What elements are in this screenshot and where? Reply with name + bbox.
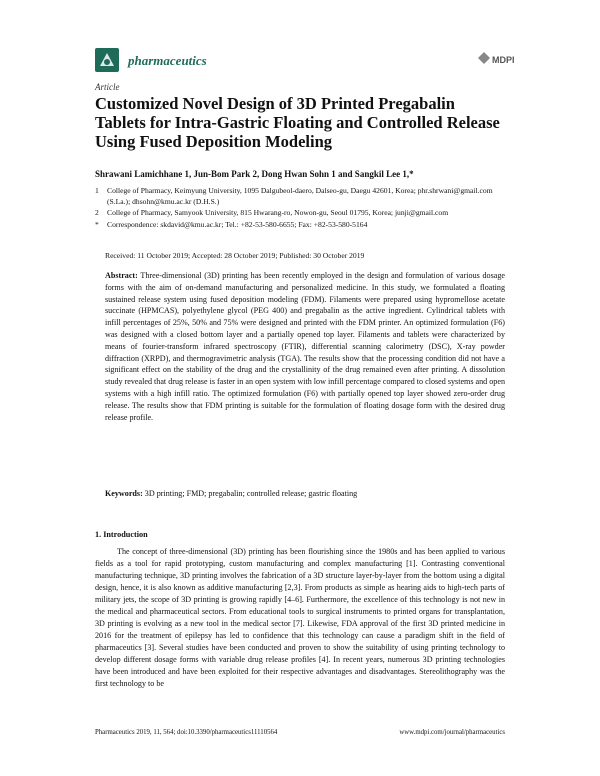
- author-list: Shrawani Lamichhane 1, Jun-Bom Park 2, Dong Hwan Sohn 1 and Sangkil Lee 1,*: [95, 169, 414, 179]
- article-title: Customized Novel Design of 3D Printed Pregabalin Tablets for Intra-Gastric Floating and Controlled Release Using Fused Deposition Modeling: [95, 94, 500, 151]
- affiliation-2: [95, 207, 505, 218]
- affiliation-text: College of Pharmacy, Samyook University, 815 Hwarang-ro, Nowon-gu, Seoul 01795, Korea; junji@gmail.com: [107, 208, 449, 218]
- publication-dates: Received: 11 October 2019; Accepted: 28 October 2019; Published: 30 October 2019: [105, 251, 365, 260]
- publisher-name: MDPI: [492, 55, 515, 65]
- keywords: [105, 489, 505, 498]
- abstract-label: Abstract:: [105, 271, 138, 280]
- keywords-label: Keywords:: [105, 489, 143, 498]
- journal-logo-icon: [95, 48, 119, 72]
- affiliation-marker: 1: [95, 186, 99, 195]
- introduction-text: The concept of three-dimensional (3D) printing has been flourishing since the 1980s and has been applied to various fields as a tool for rapid prototyping, custom manufacturing and complex manufacturing [1]. Contrasting conventional manufacturing technique, 3D printing involves the fabrication of a 3D structure layer-by-layer from the bottom using a digital design, hence, it is also known as additive manufacturing [2,3]. From products as simple as hearing aids to high-tech parts of military jets, the scope of 3D printing is growing rapidly [4–6]. Furthermore, the excellence of this technology is not new in the medical and pharmaceutical sectors. From educational tools to surgical instruments to printed organs for transplantation, 3D printing is evolving as a new tool in the medical sector [7]. Likewise, FDA approval of the first 3D printed medicine in 2016 for the treatment of epilepsy has led to confidence that this technology can cause a paradigm shift in the field of pharmaceutics [3]. Several studies have been conducted and proven to show the suitability of using printing technology to develop different dosage forms with variable drug release profiles [4]. In recent years, numerous 3D printing technologies have been introduced and have been exploited for their respective advantages and disadvantages. Stereolithography was the first technology to be: [95, 547, 505, 688]
- section-heading: 1. Introduction: [95, 530, 148, 539]
- correspondence: [95, 219, 505, 230]
- footer-website[interactable]: www.mdpi.com/journal/pharmaceutics: [399, 729, 505, 736]
- abstract-text: Three-dimensional (3D) printing has been recently employed in the design and formulation of various dosage forms with the aim of on-demand manufacturing and personalized medicine. In this study, we formulated a floating sustained release system using fused deposition modeling (FDM). Filaments were prepared using hypromellose acetate succinate (HPMCAS), polyethylene glycol (PEG 400) and pregabalin as the active ingredient. Cylindrical tablets with infill percentages of 25%, 50% and 75% were designed and printed with the FDM printer. An optimized formulation (F6) was designed with a closed bottom layer and a partially opened top layer. Filaments and tablets were characterized by means of fourier-transform infrared spectroscopy (FTIR), differential scanning calorimetry (DSC), X-ray powder diffraction (XRPD), and thermogravimetric analysis (TGA). The results show that the processing condition did not have a significant effect on the stability of the drug and the crystallinity of the drug remained even after printing. A dissolution study revealed that drug release is faster in an open system with low infill percentage compared to closed systems and open systems with a high infill ratio. The optimized formulation (F6) with partially opened top layer showed zero-order drug release. The results show that FDM printing is suitable for the formulation of floating dosage form with the desired drug release profile.: [105, 271, 505, 422]
- affiliation-marker: *: [95, 219, 99, 229]
- abstract: [105, 270, 505, 423]
- article-type: Article: [95, 82, 120, 92]
- correspondence-text: Correspondence: skdavid@kmu.ac.kr; Tel.: +82-53-580-6655; Fax: +82-53-580-5164: [107, 219, 368, 229]
- affiliation-marker: 2: [95, 208, 99, 218]
- affiliation-1: [95, 185, 505, 207]
- journal-name: pharmaceutics: [128, 53, 207, 68]
- footer-citation: Pharmaceutics 2019, 11, 564; doi:10.3390/pharmaceutics11110564: [95, 729, 278, 736]
- affiliation-list: [95, 185, 505, 230]
- keywords-text: 3D printing; FMD; pregabalin; controlled release; gastric floating: [144, 489, 358, 498]
- affiliation-text: College of Pharmacy, Keimyung University, 1095 Dalgubeol-daero, Dalseo-gu, Daegu 42601, Korea; phr.shrwani@gmail.com (S.La.); dhsohn@kmu.ac.kr (D.H.S.): [107, 186, 493, 207]
